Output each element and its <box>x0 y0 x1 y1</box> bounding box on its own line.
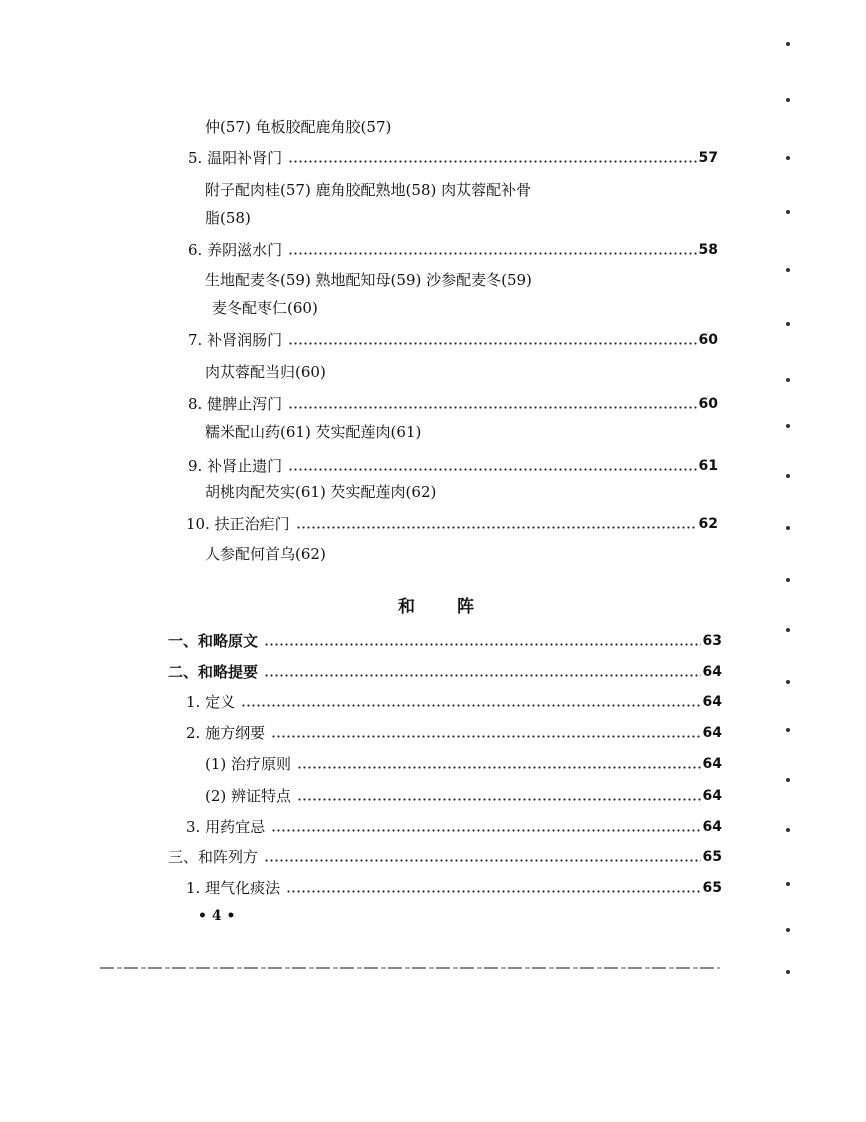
scan-dot <box>786 728 790 732</box>
toc-entry-label: 1. 理气化痰法 <box>186 879 281 897</box>
dot-leader <box>296 526 697 529</box>
dot-leader <box>297 766 700 769</box>
scan-dot <box>786 322 790 326</box>
dot-leader <box>271 735 700 738</box>
dot-leader <box>264 859 701 862</box>
toc-entry-page: 64 <box>702 694 722 710</box>
scan-dot <box>786 98 790 102</box>
toc-entry[interactable] <box>188 393 718 415</box>
toc-entry[interactable] <box>168 630 722 652</box>
scan-dot <box>786 578 790 582</box>
toc-entry-label: 6. 养阴滋水门 <box>188 241 283 259</box>
toc-entry-label: (1) 治疗原则 <box>205 755 292 773</box>
toc-continuation: 仲(57) 龟板胶配鹿角胶(57) <box>205 118 392 136</box>
toc-continuation: 麦冬配枣仁(60) <box>212 299 318 317</box>
toc-entry[interactable] <box>205 753 722 775</box>
page-number: • 4 • <box>198 908 236 924</box>
toc-entry[interactable] <box>188 239 718 261</box>
toc-continuation: 生地配麦冬(59) 熟地配知母(59) 沙参配麦冬(59) <box>205 271 532 289</box>
dot-leader <box>288 406 696 409</box>
toc-entry-page: 63 <box>702 633 722 649</box>
scan-dot <box>786 268 790 272</box>
toc-entry[interactable] <box>188 455 718 477</box>
scan-dot <box>786 526 790 530</box>
toc-entry[interactable] <box>186 691 722 713</box>
dot-leader <box>288 160 696 163</box>
scan-edge-line <box>100 967 720 969</box>
toc-entry-label: 8. 健脾止泻门 <box>188 395 283 413</box>
toc-entry-page: 61 <box>698 458 718 474</box>
toc-entry-label: 5. 温阳补肾门 <box>188 149 283 167</box>
toc-entry-page: 64 <box>702 756 722 772</box>
toc-entry-page: 58 <box>698 242 718 258</box>
toc-continuation: 糯米配山药(61) 芡实配莲肉(61) <box>205 423 422 441</box>
dot-leader <box>264 674 701 677</box>
section-heading: 和阵 <box>398 597 516 617</box>
dot-leader <box>264 643 701 646</box>
toc-entry-label: 3. 用药宜忌 <box>186 818 266 836</box>
scan-dot <box>786 378 790 382</box>
toc-continuation: 胡桃肉配芡实(61) 芡实配莲肉(62) <box>205 483 437 501</box>
scan-dot <box>786 474 790 478</box>
toc-entry[interactable] <box>186 816 722 838</box>
scan-dot <box>786 628 790 632</box>
dot-leader <box>271 829 700 832</box>
toc-entry[interactable] <box>186 722 722 744</box>
toc-entry-label: 2. 施方纲要 <box>186 724 266 742</box>
toc-entry-page: 64 <box>702 725 722 741</box>
toc-continuation: 肉苁蓉配当归(60) <box>205 363 326 381</box>
toc-entry-label: 三、和阵列方 <box>168 848 259 866</box>
toc-entry-label: 1. 定义 <box>186 693 236 711</box>
toc-entry-page: 60 <box>698 396 718 412</box>
toc-entry-page: 60 <box>698 332 718 348</box>
toc-entry[interactable] <box>205 785 722 807</box>
toc-entry[interactable] <box>188 147 718 169</box>
toc-entry-label: (2) 辨证特点 <box>205 787 292 805</box>
toc-entry-label: 9. 补肾止遗门 <box>188 457 283 475</box>
dot-leader <box>286 890 700 893</box>
scan-dot <box>786 156 790 160</box>
toc-entry[interactable] <box>168 846 722 868</box>
scan-dot <box>786 778 790 782</box>
toc-entry-page: 62 <box>698 516 718 532</box>
toc-entry[interactable] <box>168 661 722 683</box>
toc-entry[interactable] <box>186 877 722 899</box>
scan-dot <box>786 970 790 974</box>
scan-dot <box>786 882 790 886</box>
dot-leader <box>288 468 696 471</box>
toc-entry-label: 10. 扶正治疟门 <box>186 515 290 533</box>
dot-leader <box>297 798 700 801</box>
toc-entry[interactable] <box>186 513 718 535</box>
scan-dot <box>786 828 790 832</box>
toc-entry-page: 64 <box>702 664 722 680</box>
scan-dot <box>786 680 790 684</box>
dot-leader <box>241 704 700 707</box>
toc-entry-page: 65 <box>702 880 722 896</box>
toc-continuation: 附子配肉桂(57) 鹿角胶配熟地(58) 肉苁蓉配补骨 <box>205 181 532 199</box>
scan-dot <box>786 42 790 46</box>
toc-entry-label: 二、和略提要 <box>168 663 259 681</box>
toc-entry-label: 一、和略原文 <box>168 632 259 650</box>
scan-dot <box>786 928 790 932</box>
dot-leader <box>288 342 696 345</box>
toc-continuation: 人参配何首乌(62) <box>205 545 326 563</box>
scan-dot <box>786 210 790 214</box>
toc-entry-label: 7. 补肾润肠门 <box>188 331 283 349</box>
toc-entry-page: 57 <box>698 150 718 166</box>
scan-dot <box>786 424 790 428</box>
toc-entry-page: 64 <box>702 819 722 835</box>
toc-entry[interactable] <box>188 329 718 351</box>
toc-entry-page: 64 <box>702 788 722 804</box>
toc-continuation: 脂(58) <box>205 209 251 227</box>
toc-entry-page: 65 <box>702 849 722 865</box>
dot-leader <box>288 252 696 255</box>
